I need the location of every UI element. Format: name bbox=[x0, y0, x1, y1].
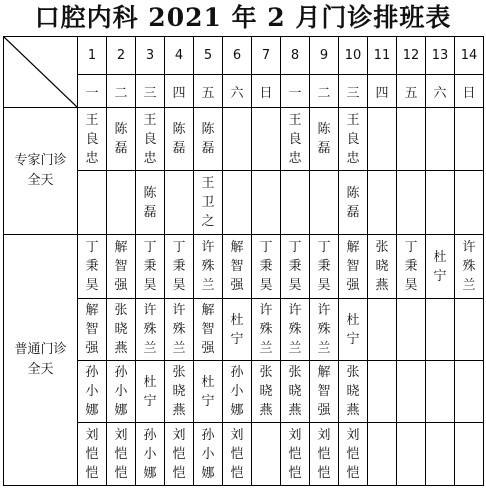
corner-diagonal-line bbox=[4, 37, 77, 107]
doctor-name: 解智强 bbox=[230, 240, 244, 293]
doctor-cell bbox=[397, 299, 426, 361]
doctor-name: 张晓燕 bbox=[375, 240, 389, 293]
weekday-header-cell: 六 bbox=[223, 75, 252, 108]
doctor-cell bbox=[455, 361, 484, 423]
doctor-cell bbox=[339, 299, 368, 361]
doctor-name: 丁秉昊 bbox=[259, 240, 273, 293]
date-header-cell: 2 bbox=[107, 37, 136, 75]
doctor-cell bbox=[397, 361, 426, 423]
page-title: 口腔内科 2021 年 2 月门诊排班表 bbox=[34, 3, 452, 32]
doctor-name: 张晓燕 bbox=[346, 365, 360, 418]
doctor-cell bbox=[455, 108, 484, 171]
doctor-cell bbox=[368, 171, 397, 235]
doctor-name: 孙小娜 bbox=[201, 427, 215, 481]
doctor-name: 孙小娜 bbox=[114, 365, 128, 418]
doctor-name: 解智强 bbox=[114, 240, 128, 293]
header-corner bbox=[4, 37, 78, 108]
doctor-cell bbox=[368, 361, 397, 423]
doctor-cell bbox=[107, 108, 136, 171]
doctor-cell bbox=[339, 423, 368, 486]
doctor-name: 刘恺恺 bbox=[230, 427, 244, 481]
doctor-name: 陈磊 bbox=[317, 122, 331, 156]
doctor-cell bbox=[165, 361, 194, 423]
doctor-cell bbox=[426, 235, 455, 299]
weekday-header-cell: 日 bbox=[252, 75, 281, 108]
doctor-cell bbox=[194, 361, 223, 423]
doctor-cell bbox=[78, 361, 107, 423]
doctor-name: 杜宁 bbox=[433, 249, 447, 284]
doctor-name: 陈磊 bbox=[346, 185, 360, 220]
doctor-cell bbox=[194, 299, 223, 361]
weekday-header-cell: 三 bbox=[136, 75, 165, 108]
doctor-name: 杜宁 bbox=[143, 374, 157, 409]
date-header-cell: 3 bbox=[136, 37, 165, 75]
doctor-cell bbox=[107, 299, 136, 361]
doctor-cell bbox=[223, 108, 252, 171]
doctor-cell bbox=[310, 423, 339, 486]
doctor-cell bbox=[281, 171, 310, 235]
date-header-cell: 10 bbox=[339, 37, 368, 75]
doctor-cell bbox=[136, 423, 165, 486]
doctor-cell bbox=[78, 108, 107, 171]
doctor-cell bbox=[310, 171, 339, 235]
doctor-cell bbox=[397, 171, 426, 235]
doctor-cell bbox=[107, 423, 136, 486]
weekday-header-cell: 一 bbox=[78, 75, 107, 108]
doctor-cell bbox=[194, 235, 223, 299]
doctor-cell bbox=[281, 361, 310, 423]
doctor-cell bbox=[426, 108, 455, 171]
date-header-cell: 9 bbox=[310, 37, 339, 75]
doctor-cell bbox=[397, 108, 426, 171]
date-header-cell: 5 bbox=[194, 37, 223, 75]
doctor-name: 张晓燕 bbox=[259, 365, 273, 418]
date-header-cell: 1 bbox=[78, 37, 107, 75]
doctor-cell bbox=[165, 171, 194, 235]
doctor-name: 刘恺恺 bbox=[172, 427, 186, 481]
doctor-cell bbox=[426, 171, 455, 235]
doctor-cell bbox=[252, 423, 281, 486]
doctor-name: 王良忠 bbox=[143, 112, 157, 166]
doctor-name: 丁秉昊 bbox=[85, 240, 99, 293]
doctor-name: 丁秉昊 bbox=[288, 240, 302, 293]
doctor-cell bbox=[136, 299, 165, 361]
doctor-cell bbox=[136, 171, 165, 235]
doctor-name: 杜宁 bbox=[346, 312, 360, 347]
doctor-cell bbox=[455, 299, 484, 361]
doctor-cell bbox=[165, 423, 194, 486]
doctor-cell bbox=[136, 235, 165, 299]
doctor-name: 王良忠 bbox=[346, 112, 360, 166]
doctor-name: 许殊兰 bbox=[201, 240, 215, 293]
doctor-name: 许殊兰 bbox=[317, 303, 331, 356]
expert-clinic-row bbox=[4, 108, 484, 171]
doctor-name: 解智强 bbox=[201, 303, 215, 356]
doctor-cell bbox=[136, 361, 165, 423]
doctor-cell bbox=[455, 235, 484, 299]
doctor-cell bbox=[252, 235, 281, 299]
doctor-cell bbox=[310, 108, 339, 171]
doctor-cell bbox=[165, 299, 194, 361]
weekday-header-cell: 五 bbox=[397, 75, 426, 108]
date-header-cell: 7 bbox=[252, 37, 281, 75]
doctor-cell bbox=[78, 235, 107, 299]
doctor-name: 丁秉昊 bbox=[172, 240, 186, 293]
doctor-cell bbox=[368, 108, 397, 171]
doctor-cell bbox=[252, 361, 281, 423]
doctor-cell bbox=[194, 108, 223, 171]
doctor-name: 张晓燕 bbox=[114, 303, 128, 356]
doctor-name: 王良忠 bbox=[85, 112, 99, 166]
doctor-name: 陈磊 bbox=[172, 122, 186, 156]
doctor-cell bbox=[339, 171, 368, 235]
doctor-cell bbox=[78, 171, 107, 235]
doctor-cell bbox=[339, 361, 368, 423]
doctor-cell bbox=[310, 235, 339, 299]
doctor-cell bbox=[281, 108, 310, 171]
doctor-name: 刘恺恺 bbox=[288, 427, 302, 481]
weekday-header-cell: 日 bbox=[455, 75, 484, 108]
doctor-cell bbox=[107, 361, 136, 423]
doctor-cell bbox=[223, 299, 252, 361]
doctor-name: 解智强 bbox=[346, 240, 360, 293]
date-header-cell: 11 bbox=[368, 37, 397, 75]
general-clinic-label: 普通门诊 全天 bbox=[4, 235, 78, 486]
weekday-header-cell: 二 bbox=[107, 75, 136, 108]
doctor-cell bbox=[426, 299, 455, 361]
doctor-cell bbox=[107, 171, 136, 235]
doctor-name: 陈磊 bbox=[143, 185, 157, 220]
doctor-cell bbox=[426, 361, 455, 423]
doctor-cell bbox=[339, 235, 368, 299]
doctor-cell bbox=[281, 299, 310, 361]
schedule-table bbox=[3, 36, 484, 486]
general-clinic-row bbox=[4, 235, 484, 299]
doctor-cell bbox=[223, 423, 252, 486]
doctor-cell bbox=[310, 361, 339, 423]
doctor-cell bbox=[107, 235, 136, 299]
doctor-name: 许殊兰 bbox=[462, 240, 476, 293]
weekday-header-cell: 一 bbox=[281, 75, 310, 108]
weekday-header-cell: 五 bbox=[194, 75, 223, 108]
doctor-cell bbox=[165, 108, 194, 171]
doctor-cell bbox=[281, 235, 310, 299]
doctor-name: 丁秉昊 bbox=[143, 240, 157, 293]
date-header-cell: 4 bbox=[165, 37, 194, 75]
date-header-cell: 6 bbox=[223, 37, 252, 75]
doctor-name: 许殊兰 bbox=[259, 303, 273, 356]
weekday-header-cell: 三 bbox=[339, 75, 368, 108]
date-header-row bbox=[4, 37, 484, 75]
doctor-cell bbox=[397, 423, 426, 486]
date-header-cell: 8 bbox=[281, 37, 310, 75]
doctor-cell bbox=[223, 235, 252, 299]
doctor-name: 孙小娜 bbox=[230, 365, 244, 418]
doctor-cell bbox=[397, 235, 426, 299]
doctor-cell bbox=[426, 423, 455, 486]
weekday-header-cell: 四 bbox=[368, 75, 397, 108]
date-header-cell: 13 bbox=[426, 37, 455, 75]
doctor-cell bbox=[194, 171, 223, 235]
doctor-name: 丁秉昊 bbox=[317, 240, 331, 293]
date-header-cell: 14 bbox=[455, 37, 484, 75]
doctor-name: 刘恺恺 bbox=[85, 427, 99, 481]
doctor-cell bbox=[252, 299, 281, 361]
doctor-cell bbox=[252, 171, 281, 235]
doctor-cell bbox=[455, 423, 484, 486]
doctor-cell bbox=[368, 423, 397, 486]
doctor-name: 陈磊 bbox=[114, 122, 128, 156]
weekday-header-cell: 六 bbox=[426, 75, 455, 108]
doctor-name: 刘恺恺 bbox=[317, 427, 331, 481]
weekday-header-cell: 四 bbox=[165, 75, 194, 108]
doctor-name: 许殊兰 bbox=[172, 303, 186, 356]
doctor-name: 王卫之 bbox=[201, 176, 215, 229]
doctor-cell bbox=[78, 299, 107, 361]
doctor-cell bbox=[136, 108, 165, 171]
doctor-name: 张晓燕 bbox=[288, 365, 302, 418]
expert-clinic-label: 专家门诊 全天 bbox=[4, 108, 78, 235]
weekday-header-cell: 二 bbox=[310, 75, 339, 108]
doctor-name: 刘恺恺 bbox=[346, 427, 360, 481]
doctor-name: 丁秉昊 bbox=[404, 240, 418, 293]
doctor-cell bbox=[223, 361, 252, 423]
doctor-name: 王良忠 bbox=[288, 112, 302, 166]
doctor-name: 杜宁 bbox=[201, 374, 215, 409]
doctor-cell bbox=[368, 299, 397, 361]
doctor-name: 刘恺恺 bbox=[114, 427, 128, 481]
doctor-name: 陈磊 bbox=[201, 122, 215, 156]
doctor-cell bbox=[281, 423, 310, 486]
doctor-cell bbox=[223, 171, 252, 235]
doctor-cell bbox=[368, 235, 397, 299]
doctor-name: 孙小娜 bbox=[143, 427, 157, 481]
doctor-name: 张晓燕 bbox=[172, 365, 186, 418]
doctor-cell bbox=[78, 423, 107, 486]
doctor-name: 解智强 bbox=[85, 303, 99, 356]
doctor-name: 许殊兰 bbox=[143, 303, 157, 356]
doctor-name: 许殊兰 bbox=[288, 303, 302, 356]
doctor-name: 孙小娜 bbox=[85, 365, 99, 418]
doctor-cell bbox=[252, 108, 281, 171]
doctor-cell bbox=[165, 235, 194, 299]
doctor-name: 解智强 bbox=[317, 365, 331, 418]
doctor-cell bbox=[310, 299, 339, 361]
date-header-cell: 12 bbox=[397, 37, 426, 75]
doctor-name: 杜宁 bbox=[230, 312, 244, 347]
doctor-cell bbox=[455, 171, 484, 235]
doctor-cell bbox=[339, 108, 368, 171]
doctor-cell bbox=[194, 423, 223, 486]
